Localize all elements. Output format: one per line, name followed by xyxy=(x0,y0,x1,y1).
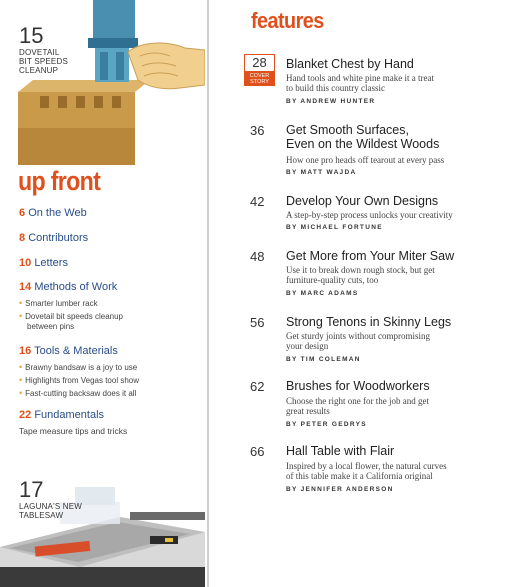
top-feature-caption-line: CLEANUP xyxy=(19,66,59,75)
fundamentals-description: Tape measure tips and tricks xyxy=(19,426,128,436)
bottom-feature-caption-line: LAGUNA'S NEW xyxy=(19,502,83,511)
article-page-number: 66 xyxy=(250,444,265,459)
feature-article[interactable] xyxy=(250,444,500,496)
article-deck: Get sturdy joints without compromising xyxy=(286,331,430,341)
article-deck: A step-by-step process unlocks your creativity xyxy=(286,210,453,220)
up-front-heading: up front xyxy=(18,166,101,196)
article-deck: Inspired by a local flower, the natural curves xyxy=(286,461,447,471)
article-deck: of this table make it a California original xyxy=(286,471,433,481)
cover-story-badge: COVER STORY xyxy=(244,72,275,86)
tools-sub-item: • Brawny bandsaw is a joy to use xyxy=(19,362,138,372)
article-deck: Choose the right one for the job and get xyxy=(286,396,429,406)
up-front-item-fundamentals[interactable]: 22 Fundamentals xyxy=(19,409,105,421)
top-feature-caption-line: DOVETAIL xyxy=(19,48,60,57)
bullet-icon: • xyxy=(19,362,23,372)
features-heading: features xyxy=(251,8,324,33)
feature-article[interactable] xyxy=(250,194,500,236)
up-front-column xyxy=(0,0,205,587)
article-title: Get Smooth Surfaces, Even on the Wildest Woods xyxy=(286,123,440,151)
article-deck: How one pro heads off tearout at every pass xyxy=(286,155,445,165)
bullet-icon: • xyxy=(19,388,23,398)
bottom-feature-caption-line: TABLESAW xyxy=(19,511,64,520)
tools-sub-item: • Fast-cutting backsaw does it all xyxy=(19,388,137,398)
article-deck: to build this country classic xyxy=(286,83,385,93)
article-deck: furniture-quality cuts, too xyxy=(286,275,379,285)
article-byline: BY MARC ADAMS xyxy=(286,290,359,297)
bottom-feature-page-number[interactable]: 17 xyxy=(19,477,44,502)
article-page-number: 48 xyxy=(250,249,265,264)
article-byline: BY PETER GEDRYS xyxy=(286,421,367,428)
feature-article[interactable] xyxy=(250,379,500,431)
article-deck: your design xyxy=(286,341,329,351)
article-page-number: 42 xyxy=(250,194,265,209)
tools-sub-item: • Highlights from Vegas tool show xyxy=(19,375,139,385)
article-title: Develop Your Own Designs xyxy=(286,194,439,208)
up-front-item-letters[interactable]: 10 Letters xyxy=(19,257,68,269)
top-feature-caption-line: BIT SPEEDS xyxy=(19,57,68,66)
article-byline: BY TIM COLEMAN xyxy=(286,356,361,363)
article-byline: BY MICHAEL FORTUNE xyxy=(286,224,383,231)
article-page-number: 56 xyxy=(250,315,265,330)
bullet-icon: • xyxy=(19,298,23,308)
article-page-number: 36 xyxy=(250,123,265,138)
methods-sub-item: • Dovetail bit speeds cleanup xyxy=(19,311,123,321)
article-title: Get More from Your Miter Saw xyxy=(286,249,455,263)
article-deck: great results xyxy=(286,406,330,416)
article-page-number: 28 xyxy=(244,54,275,72)
feature-article[interactable] xyxy=(250,249,500,301)
article-page-number: 62 xyxy=(250,379,265,394)
article-byline: BY JENNIFER ANDERSON xyxy=(286,486,394,493)
column-divider xyxy=(207,0,209,587)
feature-article[interactable] xyxy=(250,123,500,183)
bullet-icon: • xyxy=(19,311,23,321)
top-feature-page-number[interactable]: 15 xyxy=(19,23,44,48)
article-title: Hall Table with Flair xyxy=(286,444,395,458)
up-front-item-contributors[interactable]: 8 Contributors xyxy=(19,232,89,244)
up-front-item-methods-of-work[interactable]: 14 Methods of Work xyxy=(19,281,118,293)
up-front-item-on-the-web[interactable]: 6 On the Web xyxy=(19,207,87,219)
article-byline: BY MATT WAJDA xyxy=(286,169,357,176)
article-title: Blanket Chest by Hand xyxy=(286,57,414,71)
article-deck: Hand tools and white pine make it a treat xyxy=(286,73,434,83)
article-title: Brushes for Woodworkers xyxy=(286,379,430,393)
article-title: Strong Tenons in Skinny Legs xyxy=(286,315,452,329)
feature-article[interactable] xyxy=(250,57,500,109)
up-front-item-tools-materials[interactable]: 16 Tools & Materials xyxy=(19,345,118,357)
article-byline: BY ANDREW HUNTER xyxy=(286,98,376,105)
methods-sub-item: • Smarter lumber rack xyxy=(19,298,98,308)
bullet-icon: • xyxy=(19,375,23,385)
feature-article[interactable] xyxy=(250,315,500,367)
article-deck: Use it to break down rough stock, but get xyxy=(286,265,435,275)
methods-sub-item-continued: between pins xyxy=(27,322,75,331)
